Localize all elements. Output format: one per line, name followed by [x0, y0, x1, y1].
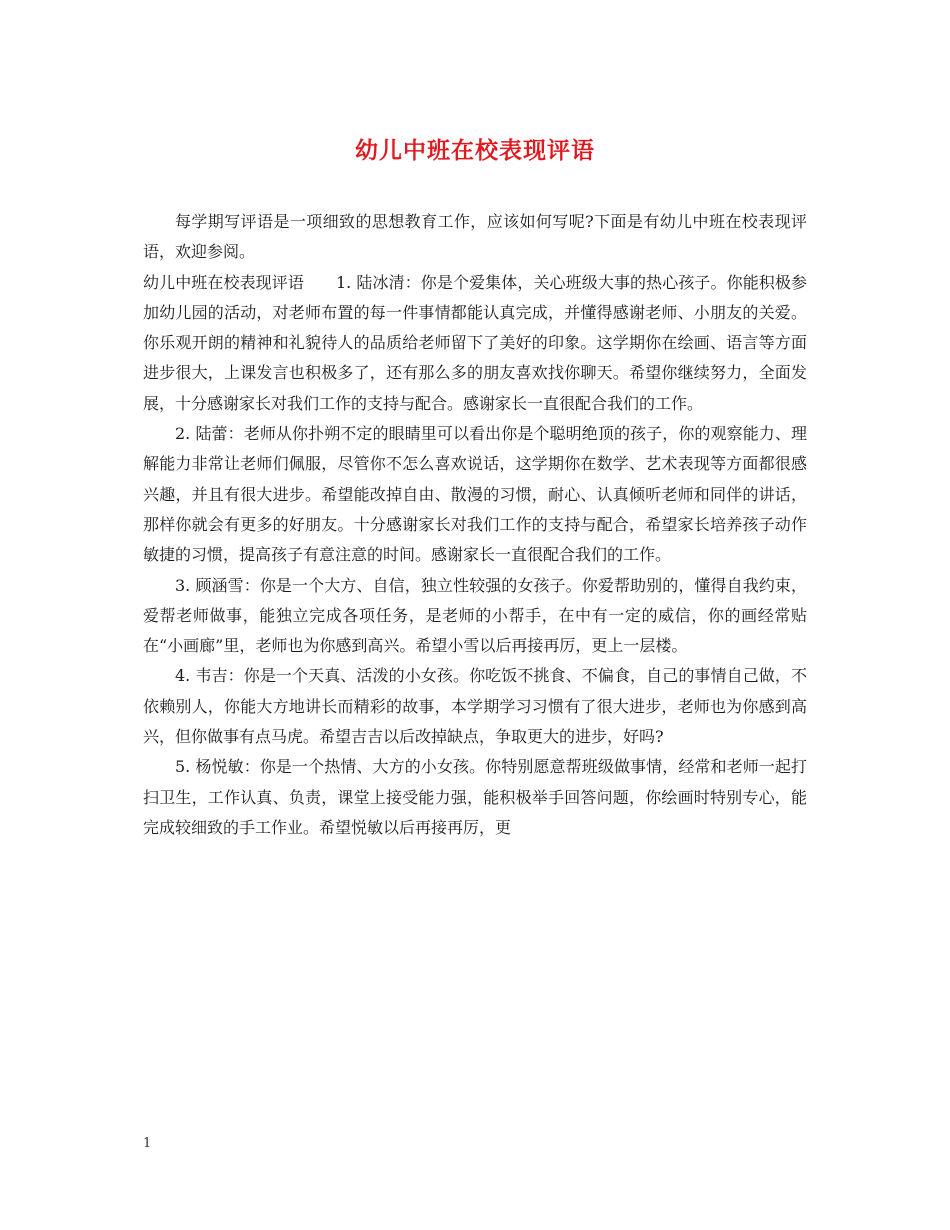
- document-body: [143, 207, 807, 843]
- comment-paragraph-3: 3. 顾涵雪：你是一个大方、自信，独立性较强的女孩子。你爱帮助别的，懂得自我约束，爱帮老师做事，能独立完成各项任务，是老师的小帮手，在中有一定的威信，你的画经常贴在“小画廊”里，老师也为你感到高兴。希望小雪以后再接再厉，更上一层楼。: [143, 575, 807, 656]
- document-title: 幼儿中班在校表现评语: [355, 137, 595, 164]
- intro-paragraph: 每学期写评语是一项细致的思想教育工作，应该如何写呢?下面是有幼儿中班在校表现评语，欢迎参阅。: [143, 212, 807, 262]
- comment-paragraph-2: 2. 陆蕾：老师从你扑朔不定的眼睛里可以看出你是个聪明绝顶的孩子，你的观察能力、理解能力非常让老师们佩服，尽管你不怎么喜欢说话，这学期你在数学、艺术表现等方面都很感兴趣，并且有很大进步。希望能改掉自由、散漫的习惯，耐心、认真倾听老师和同伴的讲话，那样你就会有更多的好朋友。十分感谢家长对我们工作的支持与配合，希望家长培养孩子动作敏捷的习惯，提高孩子有意注意的时间。感谢家长一直很配合我们的工作。: [143, 424, 807, 565]
- comment-text-1: 1. 陆冰清：你是个爱集体，关心班级大事的热心孩子。你能积极参加幼儿园的活动，对老师布置的每一件事情都能认真完成，并懂得感谢老师、小朋友的关爱。你乐观开朗的精神和礼貌待人的品质给老师留下了美好的印象。这学期你在绘画、语言等方面进步很大，上课发言也积极多了，还有那么多的朋友喜欢找你聊天。希望你继续努力，全面发展，十分感谢家长对我们工作的支持与配合。感谢家长一直很配合我们的工作。: [143, 272, 807, 413]
- subheading: 幼儿中班在校表现评语: [143, 272, 304, 292]
- page-number: 1: [143, 1136, 152, 1151]
- comment-paragraph-1: [143, 268, 807, 419]
- comment-paragraph-4: 4. 韦吉：你是一个天真、活泼的小女孩。你吃饭不挑食、不偏食，自己的事情自己做，不依赖别人，你能大方地讲长而精彩的故事，本学期学习习惯有了很大进步，老师也为你感到高兴，但你做事有点马虎。希望吉吉以后改掉缺点，争取更大的进步，好吗?: [143, 666, 807, 747]
- comment-paragraph-5: 5. 杨悦敏：你是一个热情、大方的小女孩。你特别愿意帮班级做事情，经常和老师一起打扫卫生，工作认真、负责，课堂上接受能力强，能积极举手回答问题，你绘画时特别专心，能完成较细致的手工作业。希望悦敏以后再接再厉，更: [143, 757, 807, 837]
